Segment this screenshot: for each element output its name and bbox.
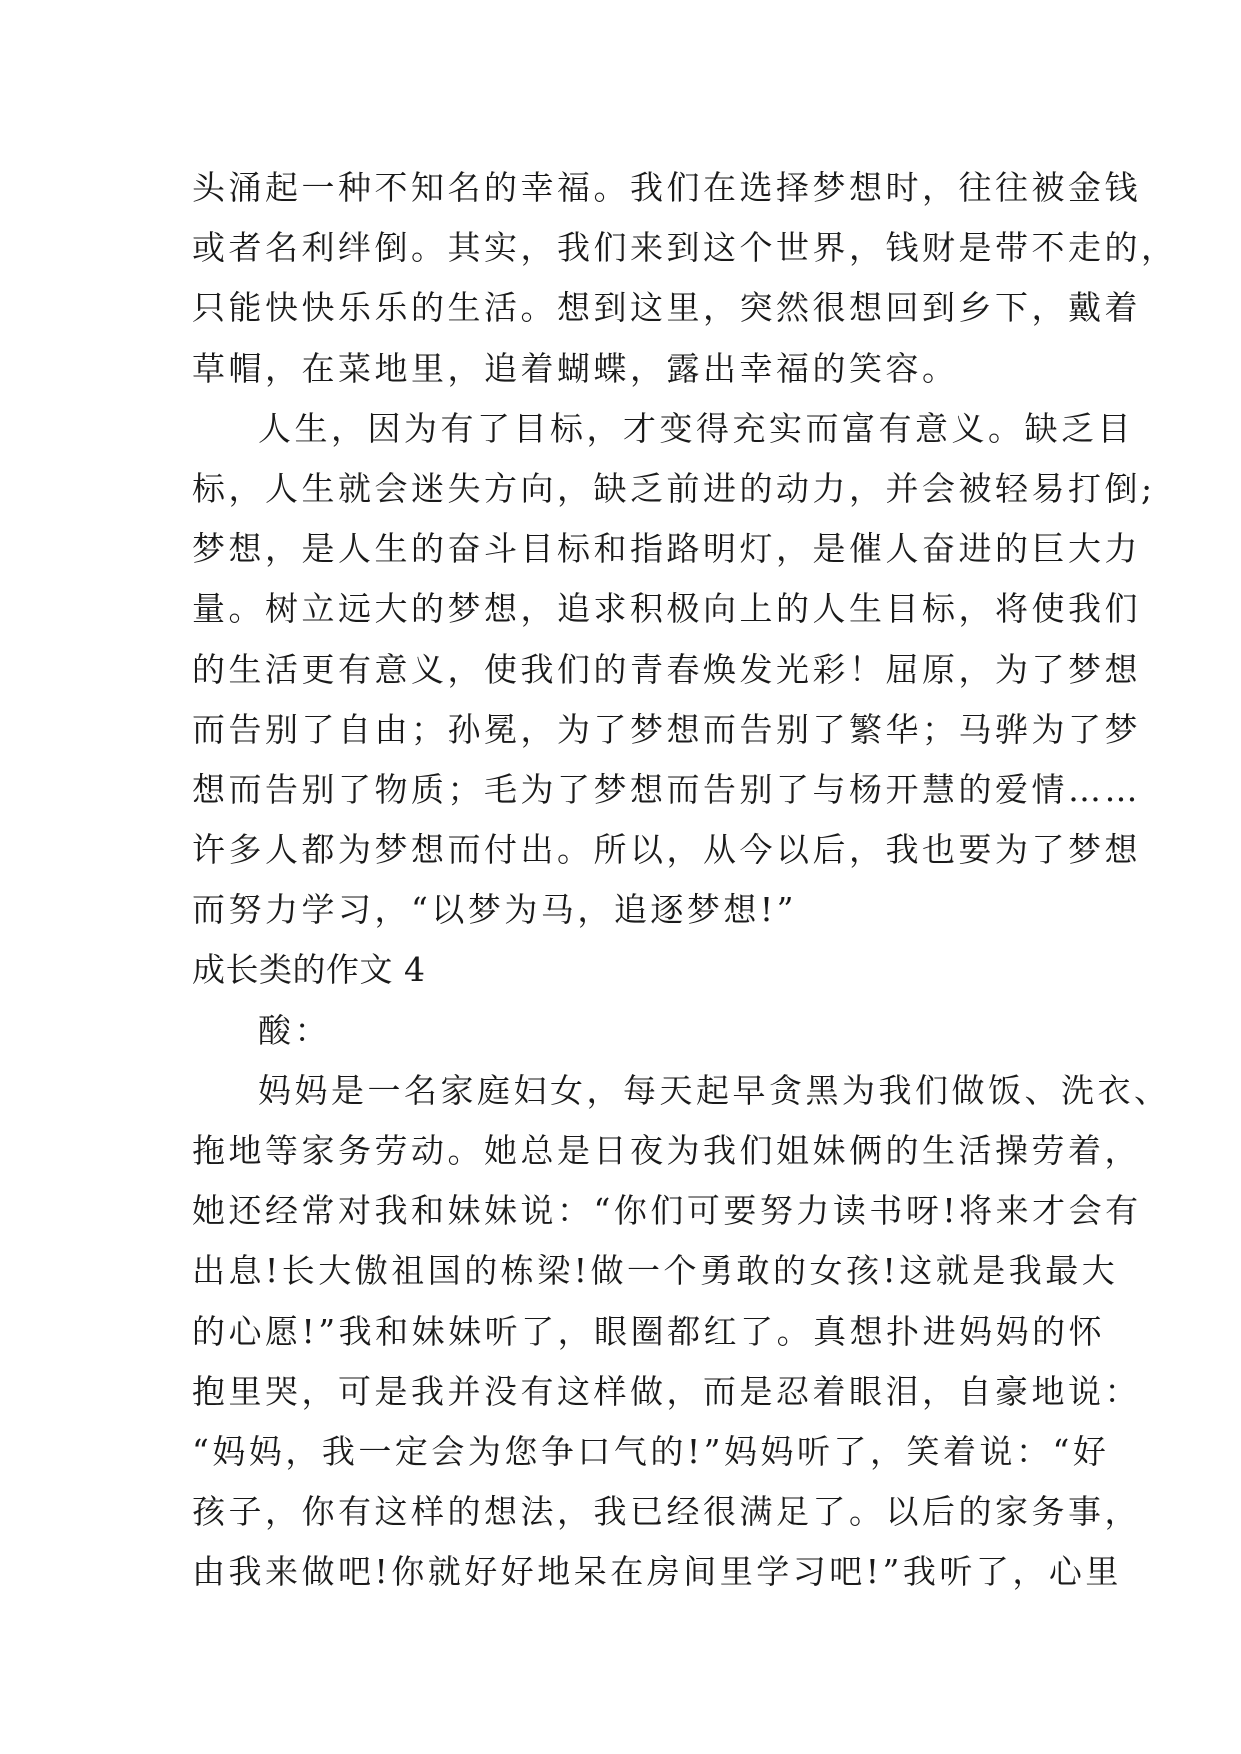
text-line: 孩子，你有这样的想法，我已经很满足了。以后的家务事， bbox=[192, 1492, 1141, 1532]
text-line: 的生活更有意义，使我们的青春焕发光彩！屈原，为了梦想 bbox=[192, 649, 1141, 689]
text-line: 出息!长大傲祖国的栋梁!做一个勇敢的女孩!这就是我最大 bbox=[192, 1251, 1119, 1291]
section-heading: 成长类的作文 4 bbox=[192, 950, 426, 990]
text-line: “妈妈，我一定会为您争口气的!”妈妈听了，笑着说：“好 bbox=[192, 1431, 1110, 1471]
text-line: 而告别了自由；孙冕，为了梦想而告别了繁华；马骅为了梦 bbox=[192, 709, 1141, 749]
text-line: 标，人生就会迷失方向，缺乏前进的动力，并会被轻易打倒; bbox=[192, 468, 1156, 508]
paragraph-start-line: 酸： bbox=[258, 1010, 331, 1050]
paragraph-start-line: 人生，因为有了目标，才变得充实而富有意义。缺乏目 bbox=[258, 408, 1134, 448]
text-line: 头涌起一种不知名的幸福。我们在选择梦想时，往往被金钱 bbox=[192, 168, 1141, 207]
text-line: 只能快快乐乐的生活。想到这里，突然很想回到乡下，戴着 bbox=[192, 288, 1141, 328]
document-body bbox=[192, 158, 1178, 1603]
text-line: 量。树立远大的梦想，追求积极向上的人生目标，将使我们 bbox=[192, 589, 1141, 629]
text-line: 许多人都为梦想而付出。所以，从今以后，我也要为了梦想 bbox=[192, 830, 1141, 870]
text-line: 梦想，是人生的奋斗目标和指路明灯，是催人奋进的巨大力 bbox=[192, 529, 1141, 569]
text-line: 的心愿!”我和妹妹听了，眼圈都红了。真想扑进妈妈的怀 bbox=[192, 1311, 1106, 1351]
text-line: 或者名利绊倒。其实，我们来到这个世界，钱财是带不走的， bbox=[192, 228, 1178, 268]
text-line: 抱里哭，可是我并没有这样做，而是忍着眼泪，自豪地说： bbox=[192, 1371, 1141, 1411]
text-line: 而努力学习，“以梦为马，追逐梦想!” bbox=[192, 890, 798, 930]
text-line: 拖地等家务劳动。她总是日夜为我们姐妹俩的生活操劳着， bbox=[192, 1131, 1141, 1170]
text-line: 由我来做吧!你就好好地呆在房间里学习吧!”我听了，心里 bbox=[192, 1552, 1122, 1592]
text-line: 她还经常对我和妹妹说：“你们可要努力读书呀!将来才会有 bbox=[192, 1191, 1142, 1231]
paragraph-start-line: 妈妈是一名家庭妇女，每天起早贪黑为我们做饭、洗衣、 bbox=[258, 1070, 1171, 1110]
text-line: 想而告别了物质；毛为了梦想而告别了与杨开慧的爱情…… bbox=[192, 769, 1141, 809]
text-line: 草帽，在菜地里，追着蝴蝶，露出幸福的笑容。 bbox=[192, 348, 959, 388]
